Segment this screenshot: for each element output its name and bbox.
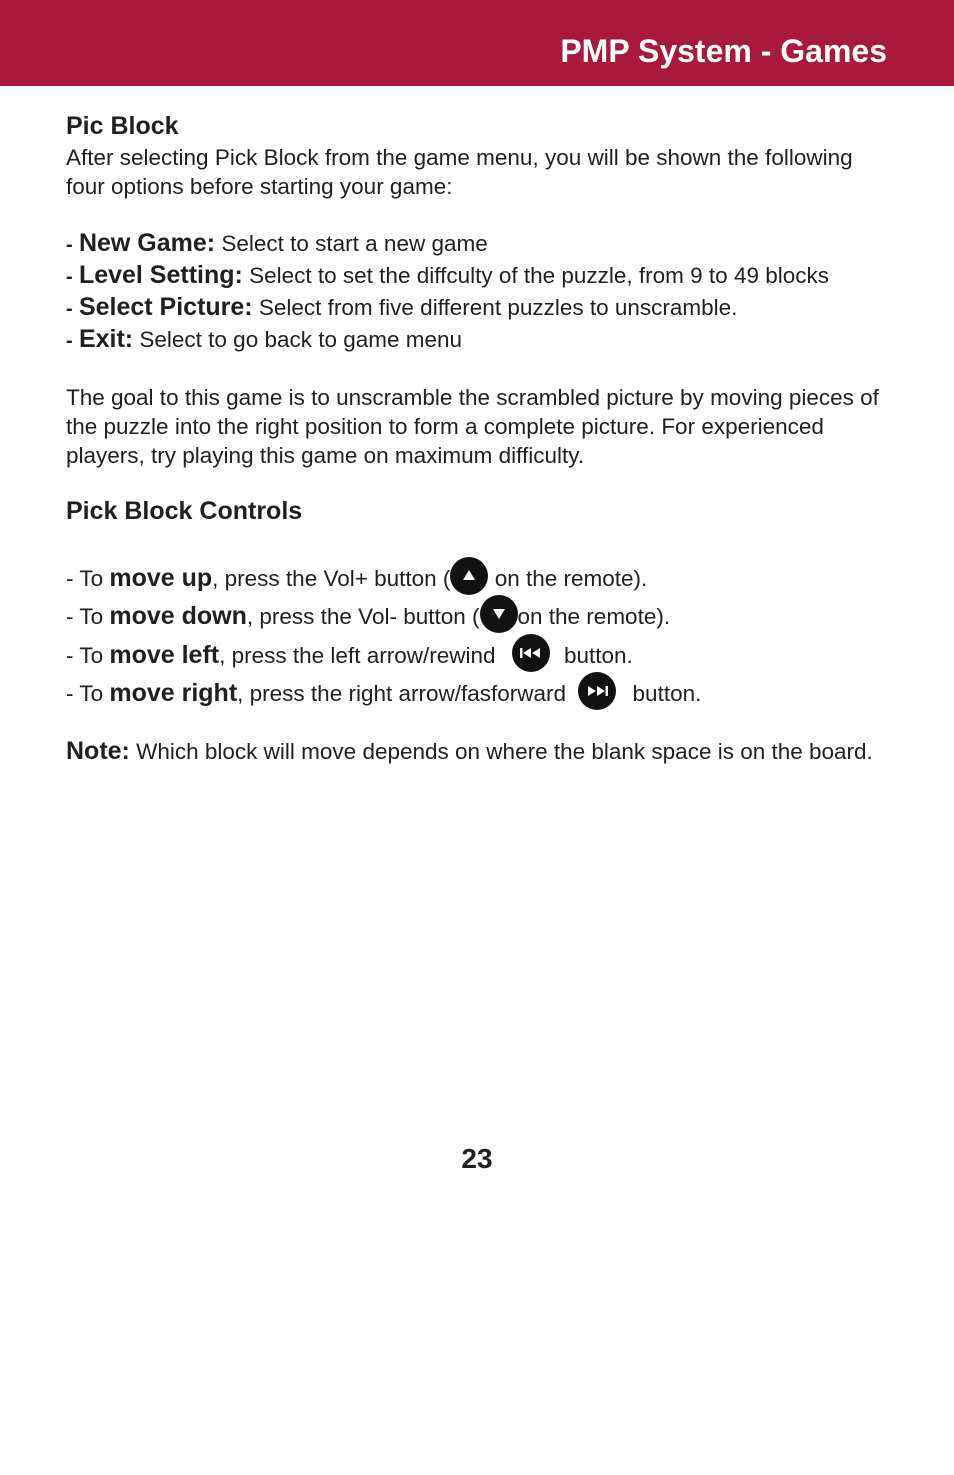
control-prefix: - To (66, 566, 110, 591)
option-new-game (66, 227, 488, 261)
control-action: move down (109, 602, 247, 630)
control-prefix: - To (66, 604, 110, 629)
section-heading-controls: Pick Block Controls (66, 497, 303, 525)
option-term: Select Picture: (78, 293, 253, 321)
control-mid: , press the left arrow/rewind (219, 643, 502, 668)
control-move-right (66, 674, 701, 714)
option-desc: Select to start a new game (215, 231, 488, 256)
option-dash: - (66, 298, 73, 320)
option-dash: - (66, 266, 73, 288)
intro-paragraph: After selecting Pick Block from the game menu, you will be shown the following four options before starting your game: (66, 145, 853, 199)
note-label: Note: (66, 737, 130, 765)
rewind-icon (512, 634, 550, 672)
page-header (0, 0, 954, 86)
control-mid: , press the right arrow/fasforward (237, 681, 573, 706)
page-number: 23 (461, 1143, 493, 1174)
option-desc: Select to set the diffculty of the puzzle, from 9 to 49 blocks (242, 263, 830, 288)
fast-forward-icon (578, 672, 616, 710)
option-desc: Select from five different puzzles to unscramble. (252, 295, 738, 320)
vol-up-icon (450, 557, 488, 595)
option-exit (66, 323, 462, 357)
option-dash: - (66, 330, 73, 352)
vol-down-icon (480, 595, 518, 633)
control-mid: , press the Vol+ button ( (212, 566, 451, 591)
control-action: move left (109, 641, 220, 669)
control-move-left (66, 636, 633, 676)
control-move-down (66, 597, 670, 637)
note-paragraph (66, 737, 896, 766)
control-mid: , press the Vol- button ( (246, 604, 480, 629)
control-post: button. (626, 681, 702, 706)
control-prefix: - To (66, 681, 110, 706)
option-term: Exit: (78, 325, 134, 353)
option-term: New Game: (78, 229, 216, 257)
control-move-up (66, 559, 647, 599)
header-title: PMP System - Games (560, 33, 887, 69)
goal-paragraph: The goal to this game is to unscramble the scrambled picture by moving pieces of the puzzle into the right position to form a complete picture. For experienced players, try playing this game on maximum difficulty. (66, 385, 879, 468)
control-post: on the remote). (517, 604, 671, 629)
option-desc: Select to go back to game menu (133, 327, 463, 352)
option-term: Level Setting: (78, 261, 243, 289)
section-heading-pic-block: Pic Block (66, 112, 179, 140)
option-select-picture (66, 291, 737, 325)
control-prefix: - To (66, 643, 110, 668)
control-action: move up (109, 564, 213, 592)
control-post: on the remote). (488, 566, 648, 591)
option-dash: - (66, 234, 73, 256)
control-action: move right (109, 679, 238, 707)
control-post: button. (557, 643, 633, 668)
note-text: Which block will move depends on where the blank space is on the board. (129, 739, 873, 764)
option-level-setting (66, 259, 829, 293)
